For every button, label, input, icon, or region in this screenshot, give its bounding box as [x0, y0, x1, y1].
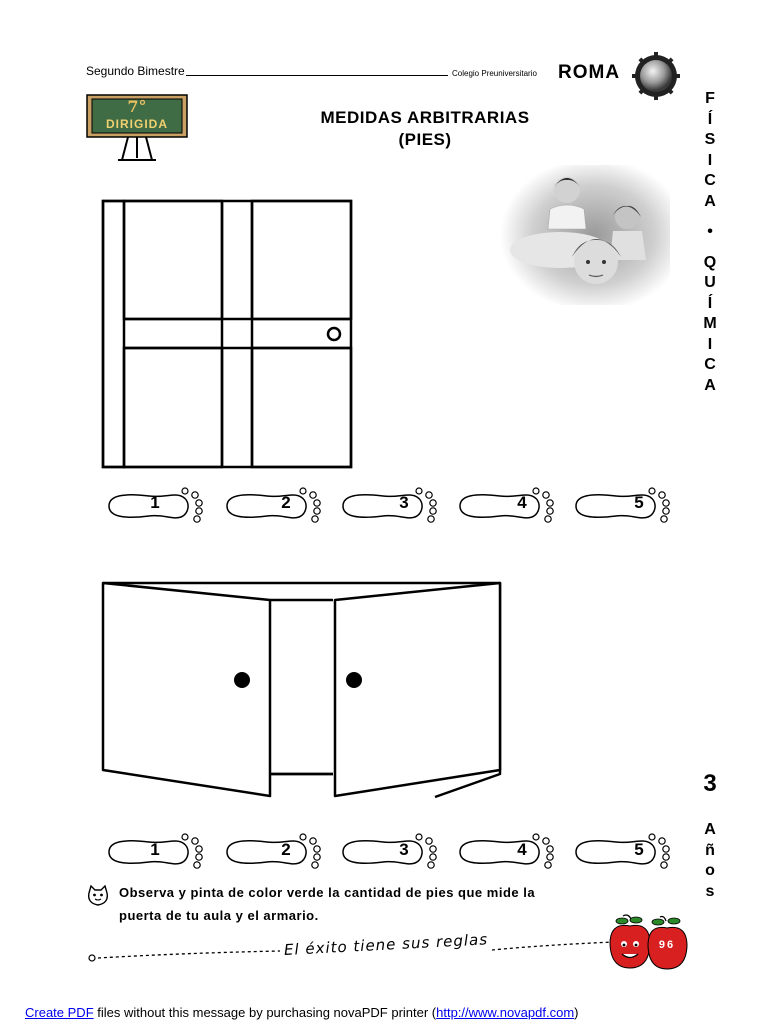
instruction-line-2: puerta de tu aula y el armario.	[119, 908, 319, 923]
page-title: MEDIDAS ARBITRARIAS	[320, 108, 530, 127]
foot-number: 2	[281, 493, 291, 512]
feet-row-door	[103, 484, 673, 528]
door-drawing	[100, 198, 356, 472]
footer-text-end: )	[574, 1005, 579, 1020]
header-school: Colegio Preuniversitario	[452, 69, 537, 78]
foot-number: 1	[150, 493, 160, 512]
side-age-number: 3	[703, 770, 717, 797]
foot-number: 3	[399, 493, 409, 512]
foot-number: 4	[517, 493, 527, 512]
foot-number: 2	[281, 840, 291, 859]
children-photo	[500, 165, 670, 305]
wardrobe-drawing	[100, 578, 505, 800]
foot-icon[interactable]	[454, 830, 562, 874]
foot-icon[interactable]	[454, 484, 562, 528]
badge-label: DIRIGIDA	[106, 117, 168, 131]
instruction-line-1: Observa y pinta de color verde la cantidad de pies que mide la	[119, 885, 536, 900]
foot-icon[interactable]	[337, 484, 445, 528]
foot-number: 3	[399, 840, 409, 859]
foot-number: 5	[634, 493, 644, 512]
foot-number: 1	[150, 840, 160, 859]
feet-row-wardrobe	[103, 830, 673, 874]
side-age-label: A ñ o s	[704, 821, 716, 900]
create-pdf-link[interactable]: Create PDF	[25, 1005, 94, 1020]
foot-icon[interactable]	[337, 830, 445, 874]
foot-number: 5	[634, 840, 644, 859]
foot-icon[interactable]	[221, 830, 329, 874]
page-number: 96	[658, 939, 676, 951]
motto-text: El éxito tiene sus reglas	[283, 930, 489, 959]
page-subtitle: (PIES)	[398, 130, 452, 149]
header-rule	[186, 75, 448, 76]
foot-icon[interactable]	[221, 484, 329, 528]
logo-text: ROMA	[558, 62, 621, 83]
footer-text: files without this message by purchasing novaPDF printer (	[93, 1005, 437, 1020]
logo-gear-icon	[632, 52, 680, 100]
side-subject-label: F Í S I C A • Q U Í M I C A	[703, 90, 717, 394]
foot-number: 4	[517, 840, 527, 859]
badge-grade: 7°	[127, 97, 147, 116]
cat-face-icon	[86, 885, 110, 907]
novapdf-link[interactable]: http://www.novapdf.com	[436, 1005, 575, 1020]
foot-icon[interactable]	[570, 830, 678, 874]
foot-icon[interactable]	[570, 484, 678, 528]
footer-notice	[25, 1005, 579, 1020]
header-bimestre: Segundo Bimestre	[86, 64, 185, 78]
